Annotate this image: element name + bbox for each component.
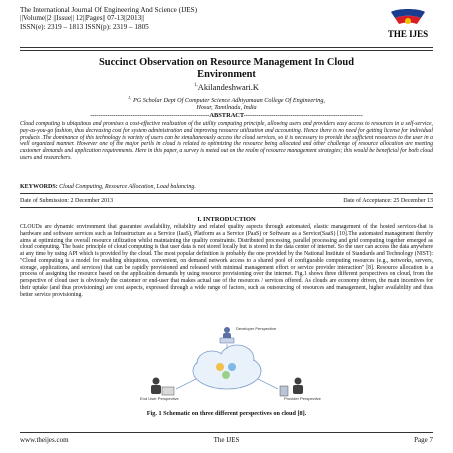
- author-name: Akilandeshwari.K: [197, 83, 259, 92]
- label-provider: Provider Perspective: [284, 396, 321, 401]
- footer-journal: The IJES: [213, 436, 240, 444]
- affiliation: [20, 94, 433, 111]
- end-user-icon: [151, 378, 174, 396]
- affil-sup: 1,: [128, 95, 132, 100]
- logo-text: THE IJES: [387, 29, 429, 39]
- journal-issn: ISSN(e): 2319 – 1813 ISSN(p): 2319 – 1805: [20, 22, 149, 31]
- abstract-heading: --------------------------------------------------------ABSTRACT--------------------------------------------------------: [90, 112, 363, 119]
- figure-caption: Fig. 1 Schematic on three different perspectives on cloud [8].: [146, 410, 307, 417]
- title-line-2: Environment: [197, 68, 256, 80]
- label-enduser: End User Perspective: [140, 396, 179, 401]
- journal-volume: ||Volume||2 ||Issue|| 12||Pages|| 07-13||2013||: [20, 14, 145, 23]
- author-sup: 1,: [194, 83, 198, 89]
- abstract-text: Cloud computing is ubiquitous and promises a cost-effective realization of the utility computing principle, allowing users and providers easy access to resources in a self-service, pay-as-you-go fashion, thus decreasing cost for system administration and improving resource utilization and accounting. Hence there is no need for getting license for individual products .The dominance of this technology is variety of users can be simultaneously access the cloud services, so it is necessary to provide the sufficient resources to the user in a well organized manner. However one of the major perils in cloud is related to optimizing the resource being allocated and other challenge of resource allocation are meeting customer demands and application requirements. Here in this paper, a survey is meted out on the realm of resource management strategies; this would be beneficial for both cloud users and researchers.: [20, 121, 433, 161]
- keywords: [20, 184, 433, 190]
- footer-website-link[interactable]: www.theijes.com: [20, 436, 69, 444]
- label-developer: Developer Perspective: [236, 326, 277, 331]
- section-heading-introduction: I. INTRODUCTION: [197, 216, 256, 223]
- affil-line-2: Hosur, Tamilnadu, India: [196, 104, 257, 112]
- title-line-1: Succinct Observation on Resource Management In Cloud: [99, 57, 354, 68]
- figure-perspectives: [132, 323, 322, 405]
- connector-enduser: [176, 379, 196, 389]
- paper-title: [20, 57, 433, 80]
- developer-icon: [220, 327, 234, 343]
- date-acceptance: Date of Acceptance: 25 December 13: [343, 198, 433, 204]
- footer-page-number: Page 7: [414, 436, 433, 444]
- header-rule: [20, 47, 433, 48]
- header-rule-2: [20, 50, 433, 51]
- journal-header: [20, 6, 360, 31]
- footer-rule: [20, 432, 433, 433]
- cloud-icon: [193, 345, 261, 389]
- dates-rule-top: [20, 193, 433, 194]
- affil-line-1: PG Scholar Dept Of Computer Science Adhiyamaan College Of Engineering,: [132, 97, 325, 105]
- keywords-label: KEYWORDS:: [20, 184, 58, 190]
- ijes-logo: [383, 8, 433, 46]
- provider-icon: [280, 378, 303, 397]
- keywords-text: Cloud Computing, Resource Allocation, Load balancing.: [59, 184, 196, 190]
- dates-row: [20, 198, 433, 204]
- connector-provider: [258, 379, 278, 389]
- dates-rule-bottom: [20, 207, 433, 208]
- author: [20, 83, 433, 92]
- journal-name: The International Journal Of Engineering And Science (IJES): [20, 6, 198, 14]
- introduction-text: CLOUDs are dynamic environment that guarantee availability, reliability and related quality aspects through automated, elastic management of the hosted services-that is hardware and software services such as Infrastructure as a Service (IaaS), Platform as a Service (PaaS) or Software as a Service(SaaS) [10].The automated management thereby aims at optimizing the overall resource utilization whilst maintaining the quality constraints. Distributed processing, parallel processing and grid computing together emerged as cloud computing. The basic principle of cloud computing is that user data is not stored locally but is stored in the data center of internet. So the user can access the data anywhere at any time by using API which is provided by the cloud. The most popular definition is probably the one provided by the National Institute of Standards and Technology (NIST): "Cloud computing is a model for enabling ubiquitous, convenient, on demand network access to a shared pool of configurable computing resources (e.g., networks, servers, storage, applications, and services) that can be rapidly provisioned and released with minimal management effort or service provider interaction" [8]. Resource allocation is a process of assigning the resource based on the application demands by using resource provisioning over the internet. Fig.1 shows three different perspectives on cloud, from the perspective of cloud user is obviously the customer or end-user that makes actual use of the resources / services offered. As clouds are economy driven, the main incentives for their uptake (and thus provisioning) are cost aspects, expressed through a wide range of factors, such as outsourcing of resources and management, higher availability and thus better service provisioning.: [20, 224, 433, 298]
- date-submission: Date of Submission: 2 December 2013: [20, 198, 114, 204]
